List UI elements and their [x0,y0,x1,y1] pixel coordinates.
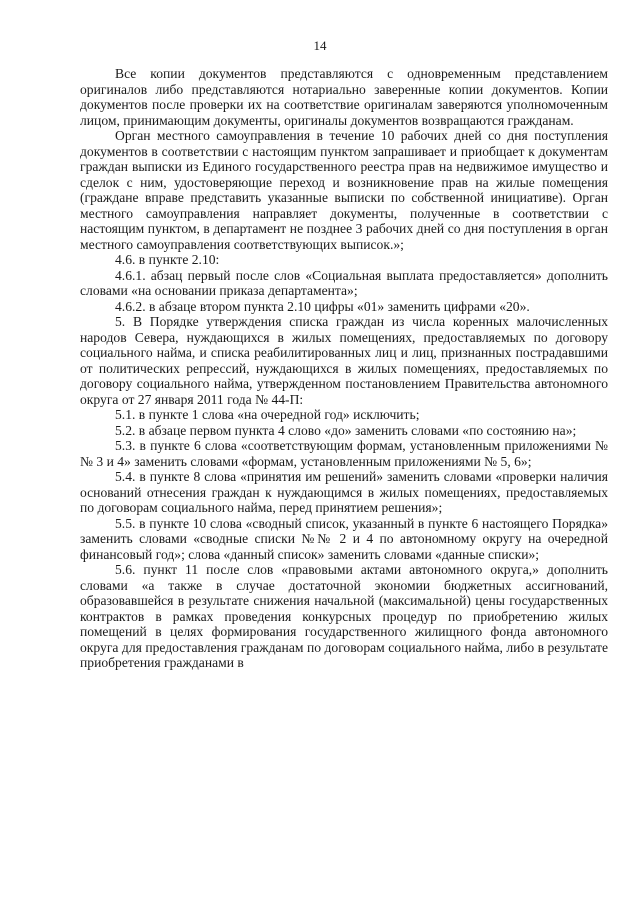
paragraph-4-6-1: 4.6.1. абзац первый после слов «Социальная выплата предоставляется» дополнить словами «на основании приказа департамента»; [80,267,608,298]
paragraph-5-3: 5.3. в пункте 6 слова «соответствующим формам, установленным приложениями №№ 3 и 4» заменить словами «формам, установленным приложениями № 5, 6»; [80,438,608,469]
paragraph-4-6: 4.6. в пункте 2.10: [115,252,220,267]
paragraph-local-authority: Орган местного самоуправления в течение 10 рабочих дней со дня поступления документов в соответствии с настоящим пунктом запрашивает и приобщает к документам граждан выписки из Единого государственного реестра прав на недвижимое имущество и сделок с ним, удостоверяющие переход и возникновение прав на жилые помещения (граждане вправе представить указанные выписки по собственной инициативе). Орган местного самоуправления направляет документы, полученные в соответствии с настоящим пунктом, в департамент не позднее 3 рабочих дней со дня поступления в орган местного самоуправления соответствующих выписок.»; [80,128,608,252]
paragraph-5-4: 5.4. в пункте 8 слова «принятия им решений» заменить словами «проверки наличия оснований отнесения граждан к нуждающимся в жилых помещениях, предоставляемых по договорам социального найма, перед принятием решения»; [80,469,608,515]
paragraph-5-1: 5.1. в пункте 1 слова «на очередной год» исключить; [115,407,420,422]
paragraph-copies: Все копии документов представляются с одновременным представлением оригиналов либо представляются нотариально заверенные копии документов. Копии документов после проверки их на соответствие оригиналам заверяются уполномоченным лицом, принимающим документы, оригиналы документов возвращаются гражданам. [80,66,608,128]
paragraph-5-2: 5.2. в абзаце первом пункта 4 слово «до» заменить словами «по состоянию на»; [115,422,577,438]
paragraph-5-6: 5.6. пункт 11 после слов «правовыми актами автономного округа,» дополнить словами «а также в случае достаточной экономии бюджетных ассигнований, образовавшейся в результате снижения начальной (максимальной) цены государственных контрактов в рамках проведения конкурсных процедур по приобретению жилых помещений в целях формирования государственного жилищного фонда автономного округа для предоставления гражданам по договорам социального найма, либо в результате приобретения гражданами в [80,562,608,670]
document-body [80,66,608,671]
paragraph-5: 5. В Порядке утверждения списка граждан из числа коренных малочисленных народов Севера, нуждающихся в жилых помещениях, предоставляемых по договору социального найма, и списка реабилитированных лиц и лиц, признанных пострадавшими от политических репрессий, нуждающихся в жилых помещениях, предоставляемых по договору социального найма, утвержденном постановлением Правительства автономного округа от 27 января 2011 года № 44-П: [80,314,608,407]
paragraph-5-5: 5.5. в пункте 10 слова «сводный список, указанный в пункте 6 настоящего Порядка» заменить словами «сводные списки №№ 2 и 4 по автономному округу на очередной финансовый год»; слова «данный список» заменить словами «данные списки»; [80,515,608,562]
paragraph-4-6-2: 4.6.2. в абзаце втором пункта 2.10 цифры «01» заменить цифрами «20». [115,298,530,314]
page-number: 14 [313,38,327,53]
